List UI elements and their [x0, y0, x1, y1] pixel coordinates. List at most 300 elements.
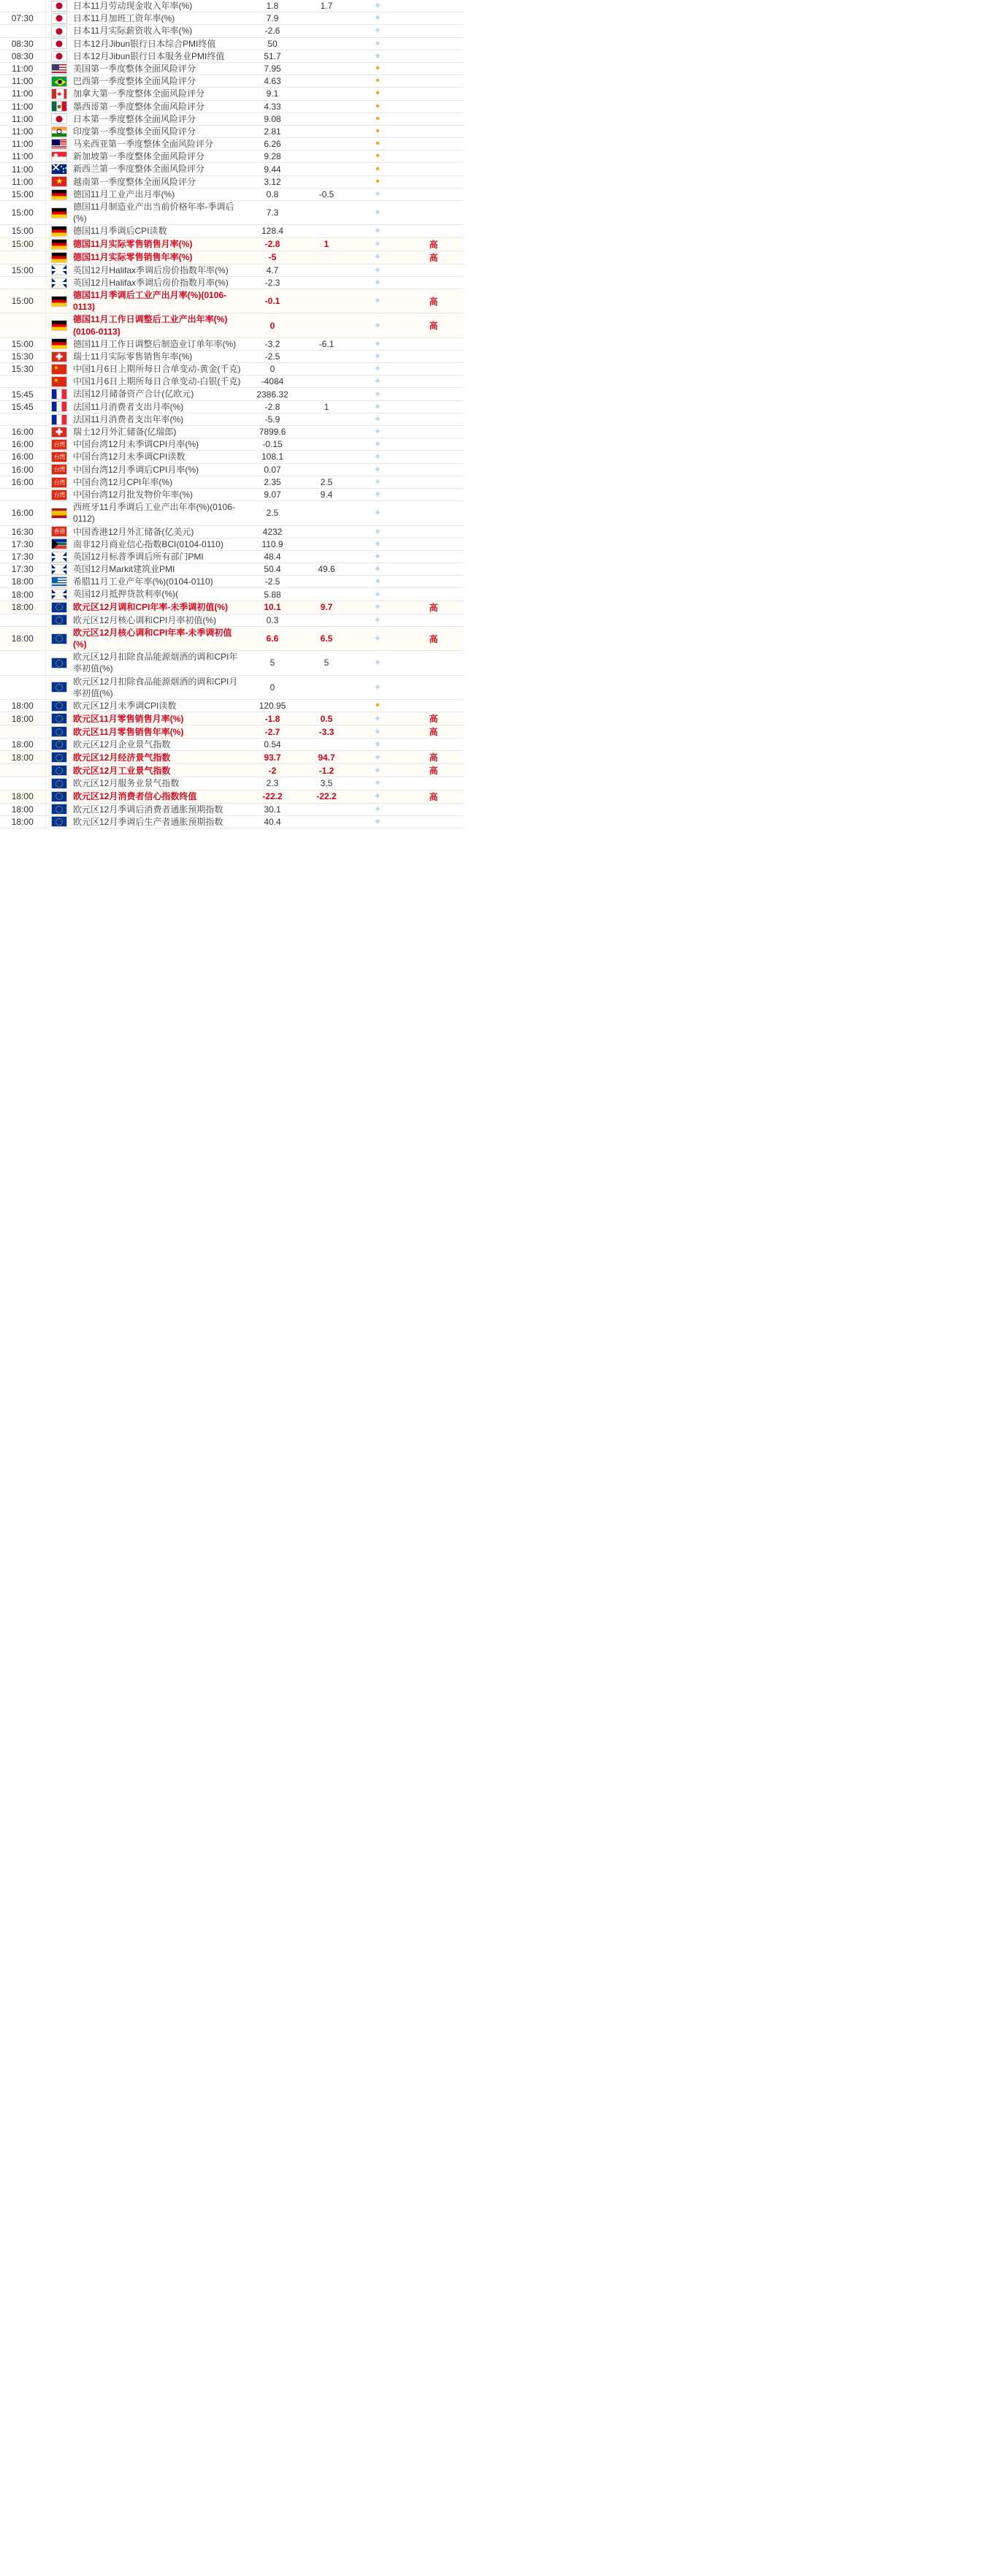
- country-flag-cell: [45, 699, 73, 712]
- flag-icon-cn: [51, 376, 67, 387]
- flag-icon-de: [51, 239, 67, 250]
- marker-cell: [352, 0, 403, 12]
- event-time: 18:00: [0, 815, 45, 828]
- marker-cell: [352, 175, 403, 188]
- flag-icon-sg: [51, 151, 67, 162]
- table-row[interactable]: [0, 413, 464, 425]
- event-time: 18:00: [0, 751, 45, 764]
- marker-cell: [352, 803, 403, 815]
- forecast-value: [301, 675, 352, 699]
- country-flag-cell: [45, 725, 73, 739]
- forecast-value: [301, 251, 352, 264]
- event-time: 15:00: [0, 264, 45, 276]
- event-time: 11:00: [0, 88, 45, 100]
- event-name[interactable]: 德国11月实际零售销售月率(%): [73, 237, 244, 251]
- event-name[interactable]: 日本12月Jibun银行日本综合PMI终值: [73, 37, 244, 50]
- flag-icon-eu: [51, 713, 67, 724]
- forecast-value: 94.7: [301, 751, 352, 764]
- event-name[interactable]: 日本11月实际薪资收入年率(%): [73, 25, 244, 37]
- marker-cell: [352, 75, 403, 88]
- importance-badge: [403, 363, 464, 376]
- forecast-value: [301, 113, 352, 125]
- event-name[interactable]: 欧元区12月季调后消费者通胀预期指数: [73, 803, 244, 815]
- event-name[interactable]: 日本12月Jibun银行日本服务业PMI终值: [73, 50, 244, 62]
- importance-badge: [403, 438, 464, 451]
- importance-badge: [403, 699, 464, 712]
- table-row[interactable]: [0, 225, 464, 237]
- forecast-value: [301, 62, 352, 75]
- forecast-value: [301, 50, 352, 62]
- table-row[interactable]: [0, 601, 464, 614]
- star-marker-icon: [373, 402, 383, 412]
- country-flag-cell: [45, 25, 73, 37]
- marker-cell: [352, 739, 403, 751]
- event-name[interactable]: 日本11月加班工资年率(%): [73, 12, 244, 25]
- event-name[interactable]: 英国12月Markit建筑业PMI: [73, 563, 244, 576]
- event-name[interactable]: 德国11月季调后工业产出月率(%)(0106-0113): [73, 289, 244, 313]
- event-name[interactable]: 加拿大第一季度整体全面风险评分: [73, 88, 244, 100]
- forecast-value: [301, 25, 352, 37]
- country-flag-cell: [45, 488, 73, 500]
- country-flag-cell: [45, 588, 73, 601]
- event-name[interactable]: 南非12月商业信心指数BCI(0104-0110): [73, 538, 244, 550]
- event-name[interactable]: 欧元区12月企业景气指数: [73, 739, 244, 751]
- importance-badge: 高: [403, 725, 464, 739]
- importance-badge: [403, 50, 464, 62]
- forecast-value: 1: [301, 400, 352, 413]
- country-flag-cell: [45, 125, 73, 137]
- star-marker-icon: [373, 658, 383, 668]
- event-name[interactable]: 希腊11月工业产年率(%)(0104-0110): [73, 576, 244, 588]
- star-marker-icon: [373, 590, 383, 600]
- table-row[interactable]: [0, 400, 464, 413]
- table-row[interactable]: [0, 350, 464, 362]
- event-name[interactable]: 新西兰第一季度整体全面风险评分: [73, 163, 244, 175]
- star-marker-icon: [373, 189, 383, 199]
- importance-badge: [403, 138, 464, 150]
- table-row[interactable]: [0, 237, 464, 251]
- event-name[interactable]: 英国12月Halifax季调后房价指数月率(%): [73, 276, 244, 289]
- event-name[interactable]: 美国第一季度整体全面风险评分: [73, 62, 244, 75]
- actual-value: 9.07: [244, 488, 301, 500]
- forecast-value: -1.2: [301, 764, 352, 777]
- event-name[interactable]: 欧元区12月未季调CPI读数: [73, 699, 244, 712]
- table-row[interactable]: [0, 550, 464, 563]
- dot-marker-icon: [373, 177, 383, 187]
- forecast-value: [301, 803, 352, 815]
- actual-value: 0.3: [244, 614, 301, 626]
- event-name[interactable]: 瑞士11月实际零售销售年率(%): [73, 350, 244, 362]
- flag-icon-de: [51, 338, 67, 349]
- event-name[interactable]: 欧元区12月服务业景气指数: [73, 777, 244, 790]
- event-time: 15:45: [0, 400, 45, 413]
- table-row[interactable]: [0, 289, 464, 313]
- star-marker-icon: [373, 714, 383, 724]
- forecast-value: [301, 739, 352, 751]
- table-row[interactable]: [0, 75, 464, 88]
- table-row[interactable]: [0, 276, 464, 289]
- star-marker-icon: [373, 752, 383, 763]
- event-name[interactable]: 马来西亚第一季度整体全面风险评分: [73, 138, 244, 150]
- event-name[interactable]: 欧元区11月零售销售月率(%): [73, 712, 244, 725]
- forecast-value: -6.1: [301, 338, 352, 350]
- star-marker-icon: [373, 602, 383, 612]
- star-marker-icon: [373, 615, 383, 625]
- table-row[interactable]: [0, 376, 464, 388]
- actual-value: -0.15: [244, 438, 301, 451]
- actual-value: 120.95: [244, 699, 301, 712]
- marker-cell: [352, 751, 403, 764]
- event-name[interactable]: 英国12月标普季调后所有部门PMI: [73, 550, 244, 563]
- event-name[interactable]: 欧元区12月扣除食品能源烟酒的调和CPI年率初值(%): [73, 651, 244, 675]
- event-time: 15:00: [0, 225, 45, 237]
- marker-cell: [352, 313, 403, 338]
- event-name[interactable]: 欧元区12月扣除食品能源烟酒的调和CPI月率初值(%): [73, 675, 244, 699]
- event-time: 15:30: [0, 363, 45, 376]
- event-time: 18:00: [0, 576, 45, 588]
- table-row[interactable]: [0, 313, 464, 338]
- country-flag-cell: [45, 225, 73, 237]
- event-time: 11:00: [0, 175, 45, 188]
- table-row[interactable]: [0, 651, 464, 675]
- country-flag-cell: [45, 388, 73, 400]
- table-row[interactable]: [0, 125, 464, 137]
- event-name[interactable]: 越南第一季度整体全面风险评分: [73, 175, 244, 188]
- forecast-value: [301, 576, 352, 588]
- event-time: 16:00: [0, 451, 45, 463]
- event-time: 07:30: [0, 12, 45, 25]
- country-flag-cell: [45, 803, 73, 815]
- event-name[interactable]: 中国台湾12月CPI年率(%): [73, 476, 244, 488]
- event-name[interactable]: 西班牙11月季调后工业产出年率(%)(0106-0112): [73, 501, 244, 525]
- star-marker-icon: [373, 451, 383, 462]
- star-marker-icon: [373, 427, 383, 437]
- marker-cell: [352, 100, 403, 113]
- country-flag-cell: [45, 400, 73, 413]
- event-name[interactable]: 中国台湾12月季调后CPI月率(%): [73, 463, 244, 476]
- forecast-value: [301, 225, 352, 237]
- importance-badge: [403, 451, 464, 463]
- importance-badge: 高: [403, 313, 464, 338]
- table-row[interactable]: [0, 201, 464, 225]
- event-time: 15:00: [0, 201, 45, 225]
- event-name[interactable]: 德国11月工作日调整后制造业订单年率(%): [73, 338, 244, 350]
- marker-cell: [352, 25, 403, 37]
- event-time: 16:30: [0, 525, 45, 538]
- forecast-value: [301, 88, 352, 100]
- event-name[interactable]: 欧元区12月消费者信心指数终值: [73, 790, 244, 803]
- event-time: [0, 313, 45, 338]
- marker-cell: [352, 201, 403, 225]
- importance-badge: [403, 37, 464, 50]
- table-row[interactable]: [0, 0, 464, 12]
- event-name[interactable]: 法国11月消费者支出月率(%): [73, 400, 244, 413]
- event-time: 15:00: [0, 289, 45, 313]
- forecast-value: 1: [301, 237, 352, 251]
- event-time: 16:00: [0, 463, 45, 476]
- event-name[interactable]: 瑞士12月外汇储备(亿瑞郎): [73, 426, 244, 438]
- table-row[interactable]: [0, 751, 464, 764]
- flag-icon-eu: [51, 778, 67, 789]
- importance-badge: [403, 225, 464, 237]
- economic-calendar-table: [0, 0, 464, 828]
- flag-icon-de: [51, 189, 67, 200]
- marker-cell: [352, 225, 403, 237]
- event-name[interactable]: 英国12月抵押贷款利率(%)(: [73, 588, 244, 601]
- table-row[interactable]: [0, 363, 464, 376]
- table-row[interactable]: [0, 188, 464, 200]
- star-marker-icon: [373, 239, 383, 249]
- event-name[interactable]: 中国台湾12月未季调CPI月率(%): [73, 438, 244, 451]
- flag-icon-tw: 台湾: [51, 489, 67, 500]
- importance-badge: 高: [403, 751, 464, 764]
- event-time: 11:00: [0, 113, 45, 125]
- table-row[interactable]: [0, 712, 464, 725]
- actual-value: 4.33: [244, 100, 301, 113]
- importance-badge: 高: [403, 764, 464, 777]
- forecast-value: [301, 163, 352, 175]
- marker-cell: [352, 725, 403, 739]
- importance-badge: [403, 12, 464, 25]
- table-row[interactable]: [0, 175, 464, 188]
- event-name[interactable]: 欧元区12月核心调和CPI年率-未季调初值(%): [73, 626, 244, 650]
- marker-cell: [352, 388, 403, 400]
- table-row[interactable]: [0, 100, 464, 113]
- importance-badge: [403, 25, 464, 37]
- table-row[interactable]: [0, 476, 464, 488]
- table-row[interactable]: [0, 426, 464, 438]
- table-row[interactable]: [0, 501, 464, 525]
- table-row[interactable]: [0, 576, 464, 588]
- event-name[interactable]: 日本第一季度整体全面风险评分: [73, 113, 244, 125]
- table-row[interactable]: [0, 150, 464, 163]
- table-row[interactable]: [0, 614, 464, 626]
- importance-badge: [403, 815, 464, 828]
- table-row[interactable]: [0, 388, 464, 400]
- event-time: 16:00: [0, 501, 45, 525]
- marker-cell: [352, 699, 403, 712]
- flag-icon-br: [51, 76, 67, 87]
- table-row[interactable]: [0, 675, 464, 699]
- forecast-value: [301, 413, 352, 425]
- table-row[interactable]: [0, 463, 464, 476]
- event-name[interactable]: 英国12月Halifax季调后房价指数年率(%): [73, 264, 244, 276]
- flag-icon-es: [51, 508, 67, 519]
- country-flag-cell: [45, 150, 73, 163]
- actual-value: 6.6: [244, 626, 301, 650]
- actual-value: -2.6: [244, 25, 301, 37]
- table-row[interactable]: [0, 803, 464, 815]
- table-row[interactable]: [0, 37, 464, 50]
- forecast-value: [301, 438, 352, 451]
- forecast-value: [301, 150, 352, 163]
- importance-badge: [403, 614, 464, 626]
- table-row[interactable]: [0, 815, 464, 828]
- event-name[interactable]: 日本11月劳动现金收入年率(%): [73, 0, 244, 12]
- actual-value: 7.95: [244, 62, 301, 75]
- event-name[interactable]: 德国11月工业产出月率(%): [73, 188, 244, 200]
- dot-marker-icon: [373, 76, 383, 86]
- actual-value: 93.7: [244, 751, 301, 764]
- marker-cell: [352, 764, 403, 777]
- table-row[interactable]: [0, 25, 464, 37]
- importance-badge: [403, 388, 464, 400]
- actual-value: 0: [244, 313, 301, 338]
- event-name[interactable]: 墨西哥第一季度整体全面风险评分: [73, 100, 244, 113]
- forecast-value: [301, 276, 352, 289]
- country-flag-cell: [45, 0, 73, 12]
- importance-badge: [403, 476, 464, 488]
- table-row[interactable]: [0, 699, 464, 712]
- event-name[interactable]: 中国台湾12月批发物价年率(%): [73, 488, 244, 500]
- event-name[interactable]: 法国12月储备资产合计(亿欧元): [73, 388, 244, 400]
- event-time: 15:00: [0, 188, 45, 200]
- country-flag-cell: [45, 476, 73, 488]
- event-name[interactable]: 欧元区12月工业景气指数: [73, 764, 244, 777]
- event-time: 18:00: [0, 739, 45, 751]
- marker-cell: [352, 651, 403, 675]
- country-flag-cell: [45, 438, 73, 451]
- table-row[interactable]: [0, 588, 464, 601]
- forecast-value: 49.6: [301, 563, 352, 576]
- actual-value: 4232: [244, 525, 301, 538]
- table-row[interactable]: [0, 62, 464, 75]
- event-name[interactable]: 欧元区12月核心调和CPI月率初值(%): [73, 614, 244, 626]
- table-row[interactable]: [0, 12, 464, 25]
- importance-badge: [403, 739, 464, 751]
- actual-value: -5: [244, 251, 301, 264]
- marker-cell: [352, 125, 403, 137]
- actual-value: 128.4: [244, 225, 301, 237]
- flag-icon-eu: [51, 765, 67, 776]
- event-name[interactable]: 印度第一季度整体全面风险评分: [73, 125, 244, 137]
- actual-value: 7899.6: [244, 426, 301, 438]
- event-time: [0, 777, 45, 790]
- actual-value: 9.08: [244, 113, 301, 125]
- table-row[interactable]: [0, 50, 464, 62]
- event-time: [0, 651, 45, 675]
- star-marker-icon: [373, 278, 383, 288]
- event-name[interactable]: 巴西第一季度整体全面风险评分: [73, 75, 244, 88]
- table-row[interactable]: [0, 777, 464, 790]
- country-flag-cell: [45, 815, 73, 828]
- country-flag-cell: [45, 426, 73, 438]
- actual-value: 0: [244, 675, 301, 699]
- table-row[interactable]: [0, 764, 464, 777]
- event-name[interactable]: 德国11月制造业产出当前价格年率-季调后(%): [73, 201, 244, 225]
- marker-cell: [352, 37, 403, 50]
- table-row[interactable]: [0, 525, 464, 538]
- table-row[interactable]: [0, 488, 464, 500]
- forecast-value: [301, 175, 352, 188]
- table-row[interactable]: [0, 538, 464, 550]
- event-name[interactable]: 德国11月实际零售销售年率(%): [73, 251, 244, 264]
- star-marker-icon: [373, 265, 383, 275]
- star-marker-icon: [373, 389, 383, 400]
- country-flag-cell: [45, 350, 73, 362]
- actual-value: 5: [244, 651, 301, 675]
- country-flag-cell: [45, 175, 73, 188]
- star-marker-icon: [373, 682, 383, 693]
- event-time: [0, 725, 45, 739]
- marker-cell: [352, 338, 403, 350]
- flag-icon-de: [51, 226, 67, 237]
- table-row[interactable]: [0, 725, 464, 739]
- event-name[interactable]: 新加坡第一季度整体全面风险评分: [73, 150, 244, 163]
- table-row[interactable]: [0, 138, 464, 150]
- table-row[interactable]: [0, 790, 464, 803]
- forecast-value: [301, 463, 352, 476]
- table-row[interactable]: [0, 264, 464, 276]
- forecast-value: [301, 264, 352, 276]
- country-flag-cell: [45, 413, 73, 425]
- flag-icon-eu: [51, 739, 67, 750]
- star-marker-icon: [373, 489, 383, 500]
- event-name[interactable]: 中国1月6日上期所每日合单变动-白银(千克): [73, 376, 244, 388]
- table-row[interactable]: [0, 739, 464, 751]
- event-name[interactable]: 欧元区12月调和CPI年率-未季调初值(%): [73, 601, 244, 614]
- event-name[interactable]: 中国香港12月外汇储备(亿美元): [73, 525, 244, 538]
- country-flag-cell: [45, 100, 73, 113]
- country-flag-cell: [45, 113, 73, 125]
- country-flag-cell: [45, 712, 73, 725]
- event-time: 18:00: [0, 601, 45, 614]
- importance-badge: [403, 100, 464, 113]
- country-flag-cell: [45, 201, 73, 225]
- flag-icon-eu: [51, 682, 67, 693]
- actual-value: 40.4: [244, 815, 301, 828]
- table-row[interactable]: [0, 626, 464, 650]
- star-marker-icon: [373, 778, 383, 788]
- table-row[interactable]: [0, 451, 464, 463]
- country-flag-cell: [45, 138, 73, 150]
- table-row[interactable]: [0, 251, 464, 264]
- star-marker-icon: [373, 539, 383, 549]
- forecast-value: -3.3: [301, 725, 352, 739]
- event-name[interactable]: 德国11月季调后CPI读数: [73, 225, 244, 237]
- event-name[interactable]: 欧元区12月经济景气指数: [73, 751, 244, 764]
- marker-cell: [352, 476, 403, 488]
- table-row[interactable]: [0, 113, 464, 125]
- table-row[interactable]: [0, 338, 464, 350]
- event-name[interactable]: 法国11月消费者支出年率(%): [73, 413, 244, 425]
- event-name[interactable]: 欧元区12月季调后生产者通胀预期指数: [73, 815, 244, 828]
- country-flag-cell: [45, 501, 73, 525]
- event-name[interactable]: 德国11月工作日调整后工业产出年率(%)(0106-0113): [73, 313, 244, 338]
- table-row[interactable]: [0, 438, 464, 451]
- event-name[interactable]: 中国台湾12月未季调CPI读数: [73, 451, 244, 463]
- star-marker-icon: [373, 508, 383, 518]
- marker-cell: [352, 289, 403, 313]
- event-time: [0, 25, 45, 37]
- event-name[interactable]: 中国1月6日上期所每日合单变动-黄金(千克): [73, 363, 244, 376]
- country-flag-cell: [45, 276, 73, 289]
- marker-cell: [352, 237, 403, 251]
- forecast-value: [301, 451, 352, 463]
- event-time: [0, 614, 45, 626]
- table-row[interactable]: [0, 163, 464, 175]
- actual-value: -22.2: [244, 790, 301, 803]
- event-time: 11:00: [0, 62, 45, 75]
- event-name[interactable]: 欧元区11月零售销售年率(%): [73, 725, 244, 739]
- star-marker-icon: [373, 633, 383, 644]
- star-marker-icon: [373, 13, 383, 23]
- table-row[interactable]: [0, 563, 464, 576]
- event-time: 15:00: [0, 338, 45, 350]
- country-flag-cell: [45, 338, 73, 350]
- table-row[interactable]: [0, 88, 464, 100]
- actual-value: 6.26: [244, 138, 301, 150]
